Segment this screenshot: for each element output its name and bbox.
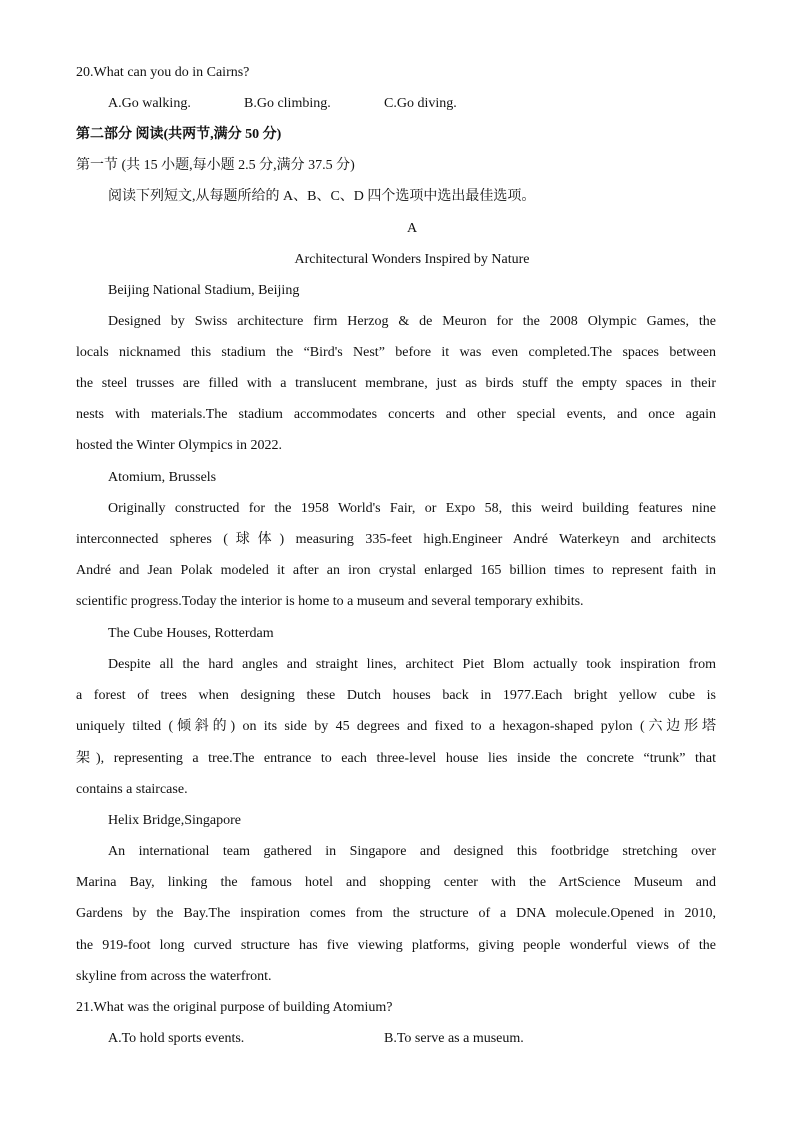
paragraph-line: interconnected spheres (球体) measuring 335-feet high.Engineer André Waterkeyn and architects — [76, 532, 716, 547]
paragraph-line: An international team gathered in Singapore and designed this footbridge stretching over — [108, 844, 716, 859]
paragraph-line: the 919-foot long curved structure has five viewing platforms, giving people wonderful views of the — [76, 938, 716, 953]
paragraph-line: contains a staircase. — [76, 782, 188, 797]
question-21-stem: 21.What was the original purpose of building Atomium? — [76, 1000, 393, 1015]
section-heading-atomium: Atomium, Brussels — [108, 470, 217, 485]
paragraph-line: André and Jean Polak modeled it after an iron crystal enlarged 165 billion times to represent faith in — [76, 563, 716, 578]
paragraph-line: a forest of trees when designing these Dutch houses back in 1977.Each bright yellow cube is — [76, 688, 716, 703]
paragraph-line: scientific progress.Today the interior is home to a museum and several temporary exhibits. — [76, 594, 584, 609]
paragraph-line: Originally constructed for the 1958 World's Fair, or Expo 58, this weird building features nine — [108, 501, 716, 516]
section-heading-beijing: Beijing National Stadium, Beijing — [108, 283, 300, 298]
paragraph-line: uniquely tilted (倾斜的) on its side by 45 degrees and fixed to a hexagon-shaped pylon (六边形塔 — [76, 719, 716, 734]
passage-title: Architectural Wonders Inspired by Nature — [294, 252, 530, 267]
paragraph-line: Despite all the hard angles and straight lines, architect Piet Blom actually took inspiration from — [108, 657, 716, 672]
paragraph-line: hosted the Winter Olympics in 2022. — [76, 438, 283, 453]
question-20-option-b: B.Go climbing. — [244, 96, 331, 111]
paragraph-line: the steel trusses are filled with a translucent membrane, just as birds stuff the empty spaces in their — [76, 376, 716, 391]
paragraph-line: skyline from across the waterfront. — [76, 969, 272, 984]
question-20-option-a: A.Go walking. — [108, 96, 191, 111]
paragraph-line: nests with materials.The stadium accommodates concerts and other special events, and once again — [76, 407, 716, 422]
section1-heading: 第一节 (共 15 小题,每小题 2.5 分,满分 37.5 分) — [76, 158, 355, 173]
paragraph-line: locals nicknamed this stadium the “Bird's Nest” before it was even completed.The spaces between — [76, 345, 716, 360]
paragraph-line: 架), representing a tree.The entrance to each three-level house lies inside the concrete “trunk” that — [76, 751, 716, 766]
question-20-stem: 20.What can you do in Cairns? — [76, 65, 250, 80]
question-21-option-b: B.To serve as a museum. — [384, 1031, 524, 1046]
paragraph-line: Marina Bay, linking the famous hotel and shopping center with the ArtScience Museum and — [76, 875, 716, 890]
part2-heading: 第二部分 阅读(共两节,满分 50 分) — [76, 127, 282, 142]
passage-label: A — [406, 221, 418, 236]
paragraph-line: Designed by Swiss architecture firm Herzog & de Meuron for the 2008 Olympic Games, the — [108, 314, 716, 329]
paragraph-line: Gardens by the Bay.The inspiration comes from the structure of a DNA molecule.Opened in 2010, — [76, 906, 716, 921]
question-21-option-a: A.To hold sports events. — [108, 1031, 245, 1046]
section-heading-helix-bridge: Helix Bridge,Singapore — [108, 813, 241, 828]
question-20-option-c: C.Go diving. — [384, 96, 457, 111]
section-heading-cube-houses: The Cube Houses, Rotterdam — [108, 626, 274, 641]
reading-instruction: 阅读下列短文,从每题所给的 A、B、C、D 四个选项中选出最佳选项。 — [108, 189, 536, 204]
